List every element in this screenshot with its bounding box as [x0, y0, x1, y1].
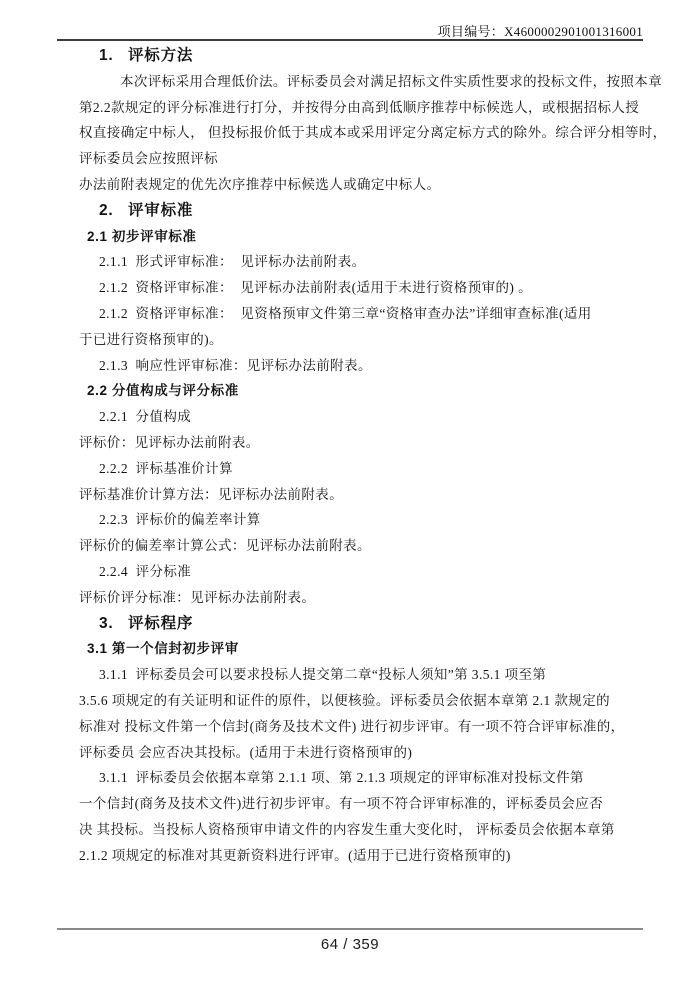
numbered-item-line: 2.1.2 资格评审标准： 见评标办法前附表(适用于未进行资格预审的) 。	[99, 280, 532, 296]
section-number: 1.	[99, 47, 114, 64]
paragraph-line: 本次评标采用合理低价法。评标委员会对满足招标文件实质性要求的投标文件，按照本章	[120, 73, 663, 89]
heading-evaluation-method	[0, 45, 700, 71]
paragraph-line: 标准对 投标文件第一个信封(商务及技术文件) 进行初步评审。有一项不符合评审标准的，	[79, 718, 625, 734]
numbered-item-line: 3.1.1 评标委员会依据本章第 2.1.1 项、第 2.1.3 项规定的评审标准对投标文件第	[99, 770, 584, 786]
numbered-item-line: 2.2.4 评分标准	[99, 563, 192, 579]
section-title: 评标程序	[128, 614, 194, 632]
section-number: 2.	[99, 201, 114, 219]
footer-rule	[57, 928, 643, 930]
paragraph-line: 权直接确定中标人， 但投标报价低于其成本或采用评定分离定标方式的除外。综合评分相等时，	[79, 125, 667, 141]
paragraph-line: 2.1.2 项规定的标准对其更新资料进行评审。(适用于已进行资格预审的)	[79, 847, 511, 863]
paragraph-line: 办法前附表规定的优先次序推荐中标候选人或确定中标人。	[79, 176, 441, 192]
project-number-header: 项目编号：X4600002901001316001	[437, 24, 643, 39]
heading-evaluation-procedure	[0, 613, 700, 639]
paragraph-line: 决 其投标。当投标人资格预审申请文件的内容发生重大变化时， 评标委员会依据本章第	[79, 821, 615, 837]
paragraph-line: 评标价的偏差率计算公式：见评标办法前附表。	[79, 538, 371, 554]
paragraph-line: 评标价评分标准：见评标办法前附表。	[79, 589, 316, 605]
subheading-preliminary-review: 2.1 初步评审标准	[87, 228, 197, 244]
header-rule	[57, 39, 643, 41]
paragraph-line: 评标委员会应按照评标	[79, 151, 218, 167]
subheading-score-composition: 2.2 分值构成与评分标准	[87, 383, 239, 399]
document-body	[0, 45, 700, 871]
numbered-item-line: 3.1.1 评标委员会可以要求投标人提交第二章“投标人须知”第 3.5.1 项至第	[99, 667, 547, 683]
paragraph-line: 一个信封(商务及技术文件)进行初步评审。有一项不符合评审标准的，评标委员会应否	[79, 796, 604, 812]
numbered-item-line: 2.1.1 形式评审标准： 见评标办法前附表。	[99, 254, 366, 270]
numbered-item-line: 2.2.2 评标基准价计算	[99, 460, 233, 476]
paragraph-line: 3.5.6 项规定的有关证明和证件的原件，以便核验。评标委员会依据本章第 2.1 款规定的	[79, 692, 610, 708]
numbered-item-line: 2.1.3 响应性评审标准：见评标办法前附表。	[99, 357, 372, 373]
section-title: 评标方法	[128, 47, 194, 64]
paragraph-line: 评标价：见评标办法前附表。	[79, 434, 260, 450]
numbered-item-line: 2.2.3 评标价的偏差率计算	[99, 512, 261, 528]
section-title: 评审标准	[128, 201, 194, 219]
paragraph-line: 于已进行资格预审的)。	[79, 331, 223, 347]
paragraph-line: 评标基准价计算方法：见评标办法前附表。	[79, 486, 344, 502]
heading-review-criteria	[0, 200, 700, 226]
section-number: 3.	[99, 614, 114, 632]
numbered-item-line: 2.1.2 资格评审标准： 见资格预审文件第三章“资格审查办法”详细审查标准(适用	[99, 305, 592, 321]
page-number-indicator: 64 / 359	[320, 936, 380, 953]
paragraph-line: 第2.2款规定的评分标准进行打分，并按得分由高到低顺序推荐中标候选人，或根据招标人授	[79, 99, 640, 115]
numbered-item-line: 2.2.1 分值构成	[99, 409, 192, 425]
paragraph-line: 评标委员 会应否决其投标。(适用于未进行资格预审的)	[79, 744, 413, 760]
subheading-first-envelope-review: 3.1 第一个信封初步评审	[87, 641, 239, 657]
